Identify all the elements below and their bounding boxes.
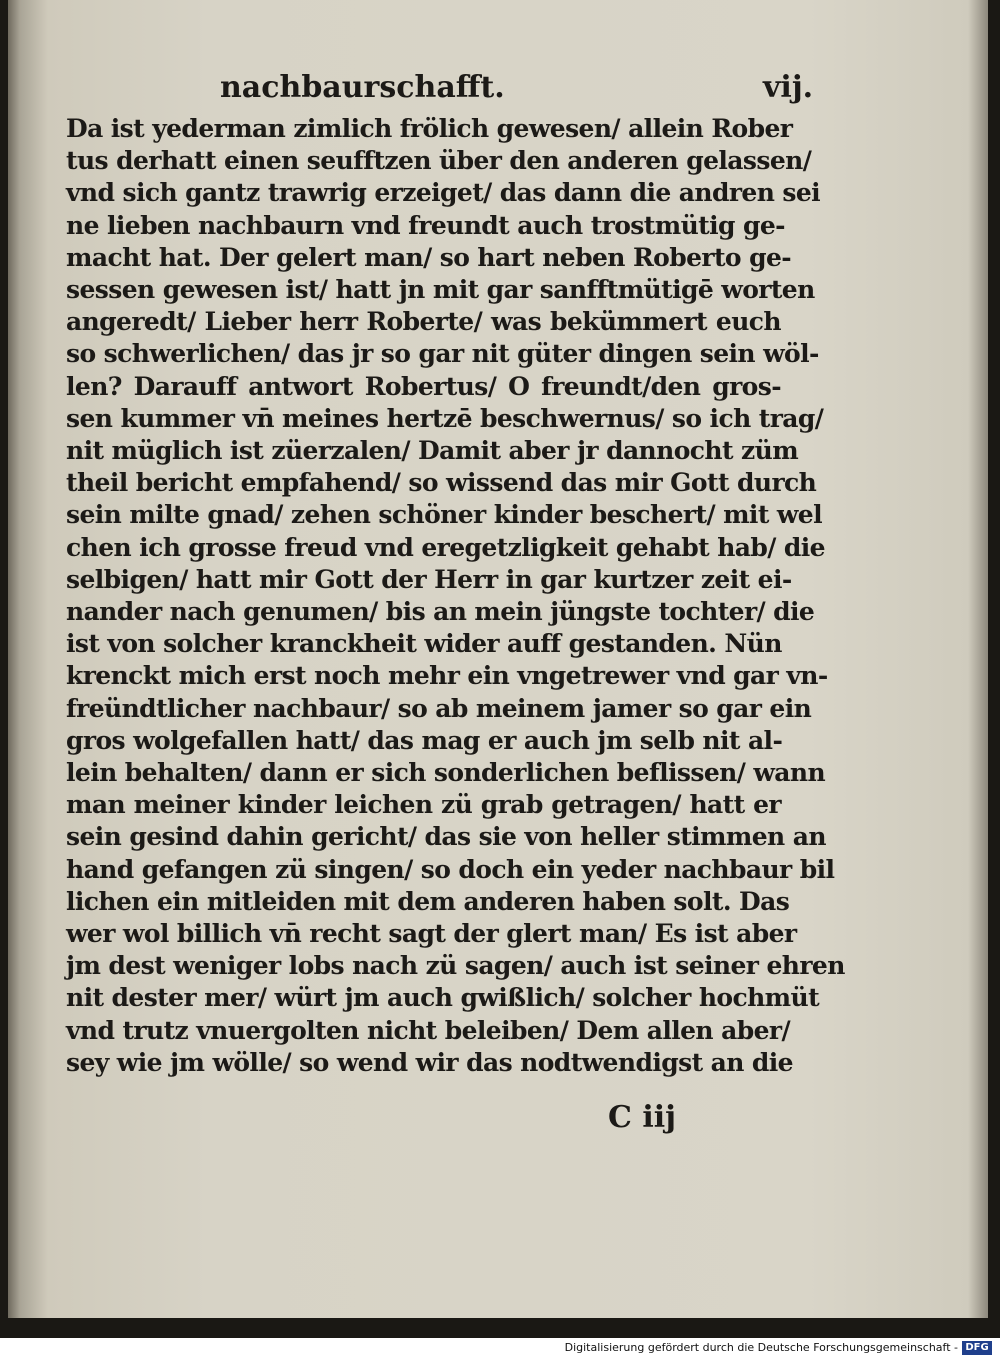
folio-number: vij. (763, 70, 814, 105)
text-line: Da ist yederman zimlich frölich gewesen/ allein Rober (66, 114, 793, 143)
text-line: wer wol billich vn̄ recht sagt der glert man/ Es ist aber (66, 919, 797, 948)
text-line: freündtlicher nachbaur/ so ab meinem jamer so gar ein (66, 693, 812, 723)
text-line: nit müglich ist züerzalen/ Damit aber jr dannocht züm (66, 436, 799, 465)
text-line: nit dester mer/ würt jm auch gwißlich/ solcher hochmüt (66, 983, 820, 1013)
footer-credit: Digitalisierung gefördert durch die Deutsche Forschungsgemeinschaft - (564, 1341, 958, 1354)
signature-mark: C iij (608, 1100, 676, 1135)
text-line: so schwerlichen/ das jr so gar nit güter dingen sein wöl- (66, 339, 819, 369)
text-line: gros wolgefallen hatt/ das mag er auch jm selb nit al- (66, 725, 783, 755)
text-line: man meiner kinder leichen zü grab getragen/ hatt er (66, 790, 781, 820)
text-line: lein behalten/ dann er sich sonderlichen beflissen/ wann (66, 758, 826, 787)
text-line: jm dest weniger lobs nach zü sagen/ auch ist seiner ehren (66, 951, 845, 981)
text-line: theil bericht empfahend/ so wissend das mir Gott durch (66, 468, 817, 498)
text-line: macht hat. Der gelert man/ so hart neben Roberto ge- (66, 242, 792, 272)
text-line: nander nach genumen/ bis an mein jüngste tochter/ die (66, 597, 815, 626)
text-line: tus derhatt einen seufftzen über den anderen gelassen/ (66, 146, 812, 176)
text-line: chen ich grosse freud vnd eregetzligkeit gehabt hab/ die (66, 532, 825, 562)
text-line: krenckt mich erst noch mehr ein vngetrewer vnd gar vn- (66, 661, 828, 691)
text-line: lichen ein mitleiden mit dem anderen haben solt. Das (66, 886, 790, 916)
text-line: sey wie jm wölle/ so wend wir das nodtwendigst an die (66, 1047, 793, 1077)
text-line: vnd sich gantz trawrig erzeiget/ das dann die andren sei (66, 178, 821, 208)
running-title: nachbaurschafft. (220, 70, 505, 105)
text-line: sein gesind dahin gericht/ das sie von heller stimmen an (66, 822, 826, 852)
text-line: sein milte gnad/ zehen schöner kinder beschert/ mit wel (66, 500, 823, 530)
text-line: ne lieben nachbaurn vnd freundt auch trostmütig ge- (66, 210, 785, 240)
footer-bar (0, 1338, 1000, 1358)
text-line: selbigen/ hatt mir Gott der Herr in gar kurtzer zeit ei- (66, 564, 792, 594)
text-line: vnd trutz vnuergolten nicht beleiben/ Dem allen aber/ (66, 1015, 790, 1045)
text-line: hand gefangen zü singen/ so doch ein yeder nachbaur bil (66, 854, 835, 884)
dfg-logo: DFG (962, 1341, 992, 1355)
text-line: len? Darauff antwort Robertus/ O freundt/den gros- (66, 371, 781, 401)
text-line: ist von solcher kranckheit wider auff gestanden. Nün (66, 629, 782, 659)
text-line: sen kummer vn̄ meines hertzē beschwernus/ so ich trag/ (66, 403, 824, 433)
text-line: sessen gewesen ist/ hatt jn mit gar sanfftmütigē worten (66, 275, 815, 304)
text-line: angeredt/ Lieber herr Roberte/ was bekümmert euch (66, 307, 781, 337)
book-page (8, 0, 988, 1318)
